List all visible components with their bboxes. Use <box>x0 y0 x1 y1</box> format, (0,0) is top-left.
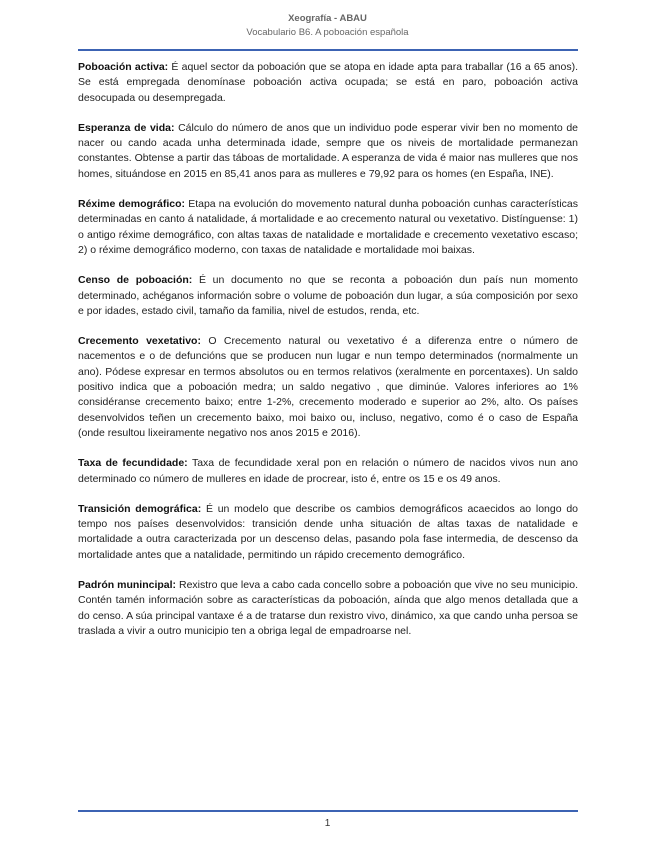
entry-definition: É un documento no que se reconta a poboación dun país nun momento determinado, achéganos información sobre o volume de poboación dun lugar, a súa composición por sexo e por idades, estado civil, tamaño da familia, nivel de estudos, renda, etc. <box>78 274 578 317</box>
vocabulary-entry <box>78 456 578 487</box>
entry-definition: Etapa na evolución do movemento natural dunha poboación cunhas características determinadas en canto á natalidade, á mortalidade e ao crecemento natural ou vexetativo. Distínguense: 1) o antigo réxime demográfico, con altas taxas de natalidade e mortalidade e crecemento vexetativo escaso; 2) o réxime demográfico moderno, con taxas de natalidade e mortalidade moi baixas. <box>78 198 578 256</box>
entry-term: Réxime demográfico: <box>78 198 186 211</box>
page-number: 1 <box>324 818 331 829</box>
entry-definition: O Crecemento natural ou vexetativo é a diferenza entre o número de nacementos e o de defuncións que se producen nun lugar e nun tempo determinados (normalmente un ano). Pódese expresar en termos absolutos ou en termos relativos (xeralmente en porcentaxes). Un saldo positivo indica que a poboación medra; un saldo negativo , que diminúe. Valores inferiores ao 1% considéranse crecemento baixo; entre 1-2%, crecemento moderado e superior ao 2%, alto. Os países desenvolvidos teñen un crecemento baixo, moi baixo ou, incluso, negativo, como é o caso de España (onde resultou lixeiramente negativo nos anos 2015 e 2016). <box>78 335 579 439</box>
entry-term: Padrón munincipal: <box>78 579 177 592</box>
entry-term: Esperanza de vida: <box>78 121 175 134</box>
entry-term: Transición demográfica: <box>78 502 202 515</box>
header-divider <box>78 49 578 51</box>
entry-definition: Cálculo do número de anos que un individuo pode esperar vivir ben no momento de nacer ou cando acada unha determinada idade, sempre que os niveis de mortalidade permanezan constantes. Obtense a partir das táboas de mortalidade. A esperanza de vida é maior nas mulleres que nos homes, situándose en 2015 en 85,41 anos para as mulleres e 79,92 para os homes (en España, INE). <box>78 121 578 180</box>
entry-term: Taxa de fecundidade: <box>78 457 188 470</box>
vocabulary-entry <box>78 121 578 182</box>
entry-definition: É un modelo que describe os cambios demográficos acaecidos ao longo do tempo nos países desenvolvidos: transición dende unha situación de altas taxas de natalidade e mortalidade a outra caracterizada por un descenso delas, pasando pola fase intermedia, de descenso da mortalidade antes que a natalidade, permitindo un rápido crecemento demográfico. <box>78 502 579 561</box>
document-title: Xeografía - ABAU <box>288 13 367 24</box>
page-header <box>0 13 655 39</box>
entry-term: Crecemento vexetativo: <box>78 335 201 348</box>
vocabulary-entry <box>78 578 578 639</box>
vocabulary-entry <box>78 273 578 319</box>
vocabulary-entry <box>78 502 578 563</box>
vocabulary-entry <box>78 197 578 258</box>
entry-definition: Taxa de fecundidade xeral pon en relación o número de nacidos vivos nun ano determinado co número de mulleres en idade de procrear, isto é, entre os 15 e os 49 anos. <box>78 457 578 485</box>
entry-definition: É aquel sector da poboación que se atopa en idade apta para traballar (16 a 65 anos). Se está empregada denomínase poboación activa ocupada; se está en paro, poboación activa desocupada ou desempregada. <box>78 61 578 104</box>
document-subtitle: Vocabulario B6. A poboación española <box>246 27 409 38</box>
vocabulary-entry <box>78 334 578 441</box>
entry-term: Poboación activa: <box>78 61 169 73</box>
footer-divider <box>78 810 578 812</box>
vocabulary-entry <box>78 60 578 106</box>
entry-term: Censo de poboación: <box>78 274 193 287</box>
vocabulary-list <box>78 60 578 654</box>
entry-definition: Rexistro que leva a cabo cada concello sobre a poboación que vive no seu municipio. Contén tamén información sobre as características da poboación, aínda que algo menos detallada que a do censo. A súa principal vantaxe é a de tratarse dun rexistro vivo, dinámico, xa que cando unha persoa se traslada a vivir a outro municipio ten a obriga legal de empadroarse nel. <box>78 579 578 637</box>
